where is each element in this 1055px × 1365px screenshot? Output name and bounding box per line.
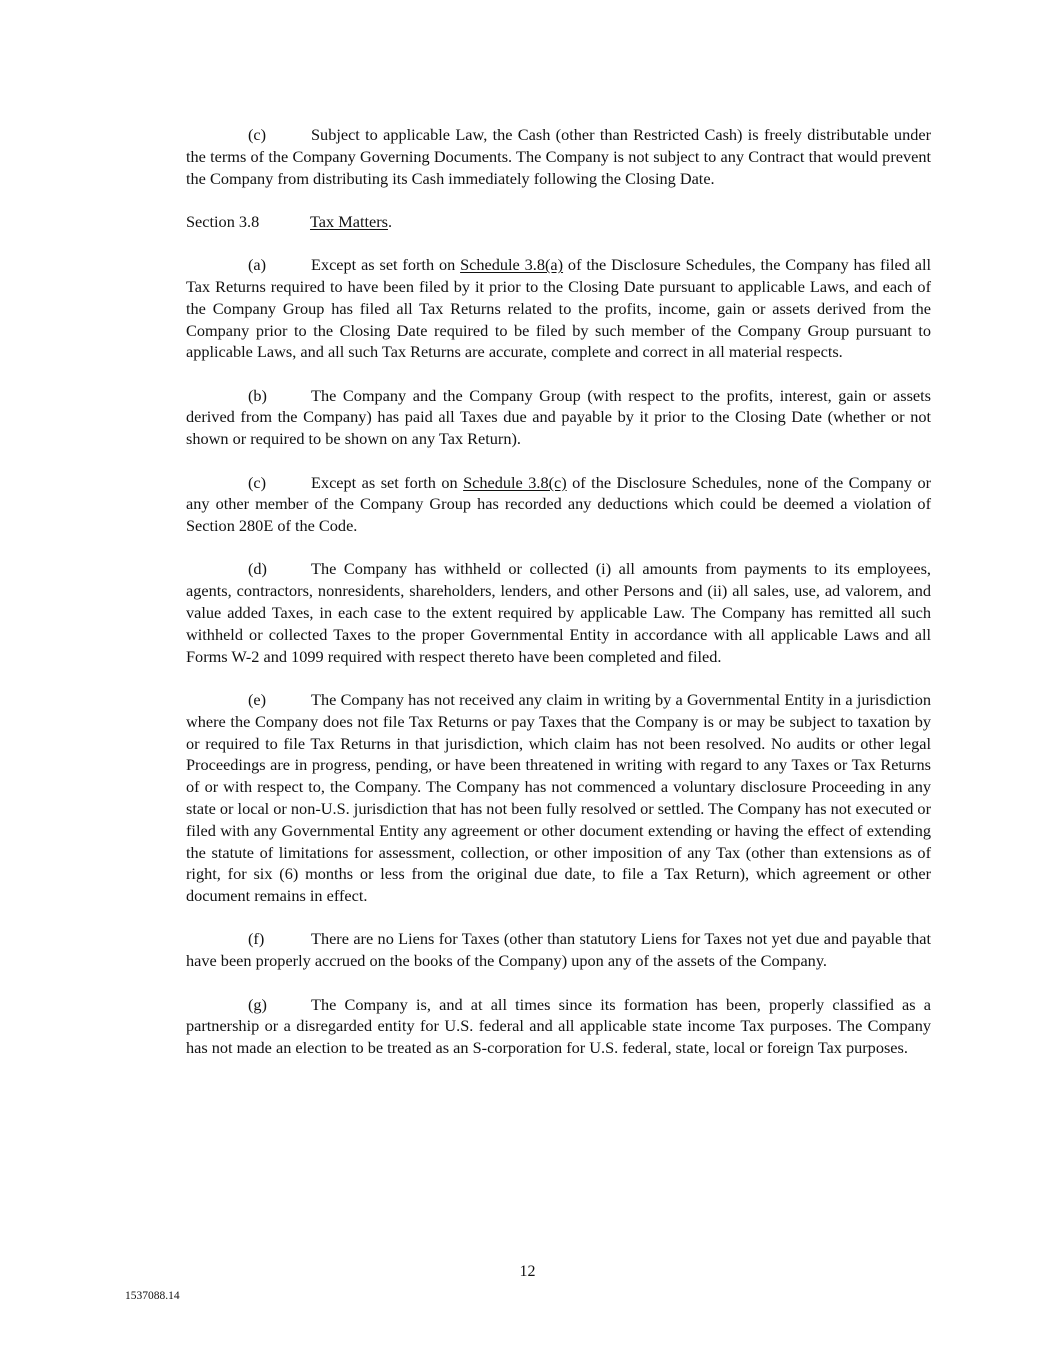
paragraph-g [186,994,931,1059]
page-number: 12 [519,1263,536,1280]
section-title: Tax Matters [310,211,388,231]
paragraph-text-pre: Except as set forth on [311,255,461,275]
paragraph-a [186,254,931,363]
paragraph-text-post: of the Disclosure Schedules, none of the Company or any other member of the Company Group has recorded any deductions which could be deemed a violation of Section 280E of the Code. [186,472,932,536]
paragraph-label: (g) [248,994,267,1014]
paragraph-c [186,472,931,537]
document-body [186,124,931,1080]
schedule-reference: Schedule 3.8(a) [460,255,564,275]
paragraph-c-cash [186,124,931,189]
paragraph-text: The Company has not received any claim in writing by a Governmental Entity in a jurisdiction where the Company does not file Tax Returns or pay Taxes that the Company is or may be subject to taxation by or required to file Tax Returns in that jurisdiction, which claim has not been resolved. No audits or other legal Proceedings are in progress, pending, or have been threatened in writing with regard to any Taxes or Tax Returns of or with respect to, the Company. The Company has not commenced a voluntary disclosure Proceeding in any state or local or non-U.S. jurisdiction that has not been fully resolved or settled. The Company has not executed or filed with any Governmental Entity any agreement or other document extending or having the effect of extending the statute of limitations for assessment, collection, or other imposition of any Tax (other than extensions as of right, for six (6) months or less from the original due date, to file a Tax Return), which agreement or other document remains in effect. [186,689,931,906]
paragraph-label: (e) [248,689,267,709]
paragraph-label: (d) [248,559,267,579]
paragraph-e [186,689,931,907]
document-id: 1537088.14 [125,1290,180,1302]
paragraph-label: (f) [248,929,265,949]
section-heading [186,211,931,233]
paragraph-text: The Company is, and at all times since its formation has been, properly classified as a partnership or a disregarded entity for U.S. federal and all applicable state income Tax purposes. The Company has not made an election to be treated as an S-corporation for U.S. federal, state, local or foreign Tax purposes. [186,994,931,1058]
schedule-reference: Schedule 3.8(c) [463,472,567,492]
section-number: Section 3.8 [186,211,260,231]
paragraph-text: There are no Liens for Taxes (other than statutory Liens for Taxes not yet due and payable that have been properly accrued on the books of the Company) upon any of the assets of the Company. [186,929,931,971]
paragraph-text: The Company and the Company Group (with respect to the profits, interest, gain or assets derived from the Company) has paid all Taxes due and payable by it prior to the Closing Date (whether or not shown or required to be shown on any Tax Return). [186,385,931,449]
paragraph-text: The Company has withheld or collected (i) all amounts from payments to its employees, agents, contractors, nonresidents, shareholders, lenders, and other Persons and (ii) all sales, use, ad valorem, and value added Taxes, in each case to the extent required by applicable Law. The Company has remitted all such withheld or collected Taxes to the proper Governmental Entity in accordance with all applicable Laws and all Forms W-2 and 1099 required with respect thereto have been completed and filed. [186,559,931,666]
section-title-suffix: . [387,211,393,231]
paragraph-text-post: of the Disclosure Schedules, the Company has filed all Tax Returns required to have been filed by it prior to the Closing Date pursuant to applicable Laws, and each of the Company Group has filed all Tax Returns related to the profits, income, gain or assets derived from the Company prior to the Closing Date required to be filed by such member of the Company Group pursuant to applicable Laws, and all such Tax Returns are accurate, complete and correct in all material respects. [186,255,931,362]
paragraph-label: (c) [248,472,267,492]
paragraph-text: Subject to applicable Law, the Cash (other than Restricted Cash) is freely distributable under the terms of the Company Governing Documents. The Company is not subject to any Contract that would prevent the Company from distributing its Cash immediately following the Closing Date. [186,125,931,188]
paragraph-label: (a) [248,255,267,275]
paragraph-label: (b) [248,385,267,405]
paragraph-text-pre: Except as set forth on [311,472,464,492]
paragraph-label: (c) [248,125,267,144]
paragraph-d [186,558,931,667]
paragraph-b [186,385,931,450]
paragraph-f [186,928,931,972]
